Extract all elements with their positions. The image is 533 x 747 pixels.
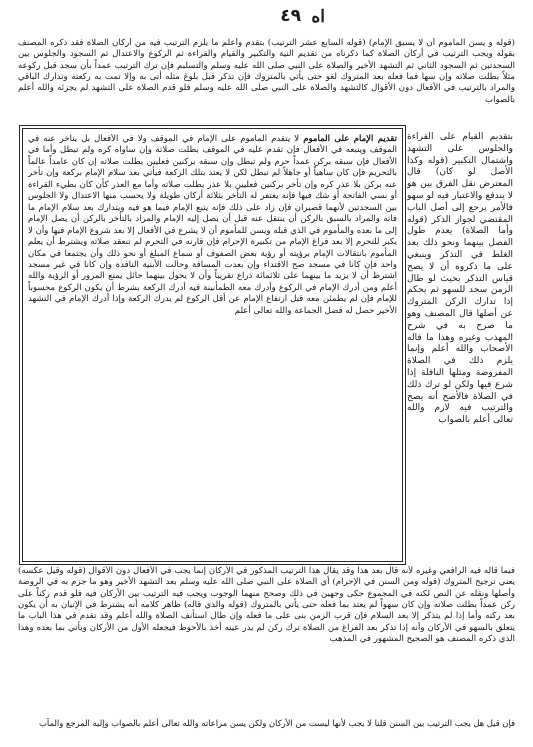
page-number: ٤٩ [280, 6, 301, 26]
main-text [28, 134, 397, 558]
header-ornament: اه [311, 7, 325, 27]
footer-commentary: فإن قيل هل يجب الترتيب بين السنن قلنا لا يجب لأنها ليست من الأركان ولكن يسن مراعاته والله تعالى أعلم بالصواب وإليه المرجع والمآب [39, 718, 515, 728]
main-body: لا يتقدم المأموم على الإمام في الموقف ولا في الأفعال بل يتأخر عنه في الموقف ويتبعه في الأفعال فإن تقدم عليه في الموقف بطلت صلاته وإن ساواه كره ولم تبطل وأما في الأفعال فإن سبقه بركن عمداً حرم ولم تبطل وإن سبقه بركنين فعليين بطلت صلاته إن كان عامداً عالماً بالتحريم فإن كان ساهياً أو جاهلاً لم تبطل لكن لا يعتد بتلك الركعة فيأتي بعد سلام الإمام بركعة وإن تأخر عنه بركن بلا عذر كره وإن تأخر بركنين فعليين بلا عذر بطلت صلاته وأما مع العذر كأن كان بطيء القراءة أو نسي الفاتحة أو شك فيها فإنه يغتفر له التأخر بثلاثة أركان طويلة ولا يحسب منها الاعتدال ولا الجلوس بين السجدتين لأنهما قصيران فإن زاد على ذلك فإنه يتبع الإمام فيما هو فيه ويتدارك بعد سلام الإمام ما فاته والمراد بالسبق بالركن أن ينتقل عنه قبل أن يصل إليه الإمام والمراد بالتأخر بالركن أن يصل الإمام إلى ما بعده والمأموم في الذي قبله ويسن للمأموم أن لا يشرع في الأفعال إلا بعد شروع الإمام فيها وأن لا يكبر للتحرم إلا بعد فراغ الإمام من تكبيرة الإحرام فإن قارنه في التحرم لم تنعقد صلاته ويشترط أن يعلم المأموم بانتقالات الإمام برؤيته أو رؤية بعض الصفوف أو سماع المبلغ أو نحو ذلك وأن يجتمعا في مكان واحد فإن كانا في مسجد صح الاقتداء وإن بعدت المسافة وحالت الأبنية النافذة وإن كانا في غير مسجد اشترط أن لا يزيد ما بينهما على ثلاثمائة ذراع تقريباً وأن لا يحول بينهما حائل يمنع المرور أو الرؤية والله أعلم ومن أدرك الإمام في الركوع وأدرك معه الطمأنينة فيه أدرك الركعة بشرط أن يكون الركوع محسوباً للإمام فإن لم يطمئن معه قبل ارتفاع الإمام عن أقل الركوع لم يدرك الركعة وإذا أدرك الإمام في التشهد الأخير حصل له فضل الجماعة والله تعالى أعلم [28, 134, 397, 316]
main-heading: تقديم الإمام على المأموم [303, 134, 397, 144]
main-text-box [22, 128, 403, 562]
middle-section [18, 128, 515, 566]
page-header [18, 6, 515, 28]
margin-commentary: بتقديم القيام على القراءة والجلوس على التشهد واشتمال التكبير (قوله وكذا الأصل لو كان) قال المعترض نقل الفرق بين هو لا يندفع والاعتبار فيه لو سهو فالأمر يرجع إلى أصل الباب المقتضي لجواز الذكر (قوله وأما الصلاة) يعدم طول الفصل بينهما ونحو ذلك بعد الغلط في التذكر وينبغي على ما ذكروه أن لا يصح قياس التذكر بحيث لو طال الزمن سجد للسهو ثم يحكم إذا تدارك الركن المتروك عن أصلها قال المصنف وهو ما صرح به في شرح المهذب وغيره وهذا ما قاله الأصحاب والله أعلم وإنما يلزم ذلك في الصلاة المفروضة ومثلها النافلة إذا شرع فيها ولكن لو ترك ذلك في الصلاة فالأصح أنه يصح والترتيب فيه لازم والله تعالى أعلم بالصواب [407, 132, 513, 426]
bottom-commentary: فيما قاله فيه الرافعي وغيره لأنه قال بعد هذا وقد يقال هذا الترتيب المذكور في الأركان إنما يجب في الأفعال دون الأقوال (قوله وقيل عكسه) يعني ترجيح المتروك (قوله ومن السنن في الإحرام) أي الصلاة على النبي صلى الله عليه وسلم بعد التشهد الأخير وهو ما جزم به في الروضة وأصلها ونقله عن النص لكنه في المجموع حكى وجهين في ذلك وصحح منهما الوجوب ويجب فيه الترتيب بين الأركان فيه فلو قدم ركناً على ركن عمداً بطلت صلاته وإن كان سهواً لم يعتد بما فعله حتى يأتي بالمتروك (قوله والذي قاله) ظاهر كلامه أنه يشترط في الإتيان به أن يكون بعد ركنه وأما إذا لم يتذكر إلا بعد السلام فإن قرب الزمن بنى على ما فعله وإن طال استأنف الصلاة والله أعلم وقد تقدم في هذا الباب ما يتعلق بالسهو في الأركان وأنه إذا تذكر بعد الفراغ من الصلاة ترك ركن لم يدر عينه أخذ بالأحوط فيجعله الأول من الأركان ويأتي بما بعده وهذا الذي ذكره المصنف هو الصحيح المشهور في المذهب [18, 566, 515, 645]
top-commentary: (قوله و يسن المأموم أن لا يسبق الإمام) (قوله السابع عشر الترتيب) بتقدم وأعلم ما يلزم الترتيب فيه من أركان الصلاة فقد ذكره المصنف بقوله ويجب الترتيب في أركان الصلاة كما ذكرناه من تقديم النية والتكبير والقيام والقراءة ثم الركوع والاعتدال ثم السجود والجلوس بين السجدتين ثم السجود الثاني ثم التشهد الأخير والصلاة على النبي صلى الله عليه وسلم والتسليم فإن ترك الترتيب عمداً بأن سجد قبل ركوعه مثلاً بطلت صلاته وإن سها فما فعله بعد المتروك لغو حتى يأتي بالمتروك فإن تذكر قبل بلوغ مثله أتى به وإلا تمت به ركعته وتدارك الباقي والمراد بالترتيب في الأفعال دون الأقوال كالتشهد والصلاة على النبي صلى الله عليه وسلم فلو قدم الصلاة على التشهد لم يجزئه والله أعلم بالصواب [18, 38, 515, 105]
